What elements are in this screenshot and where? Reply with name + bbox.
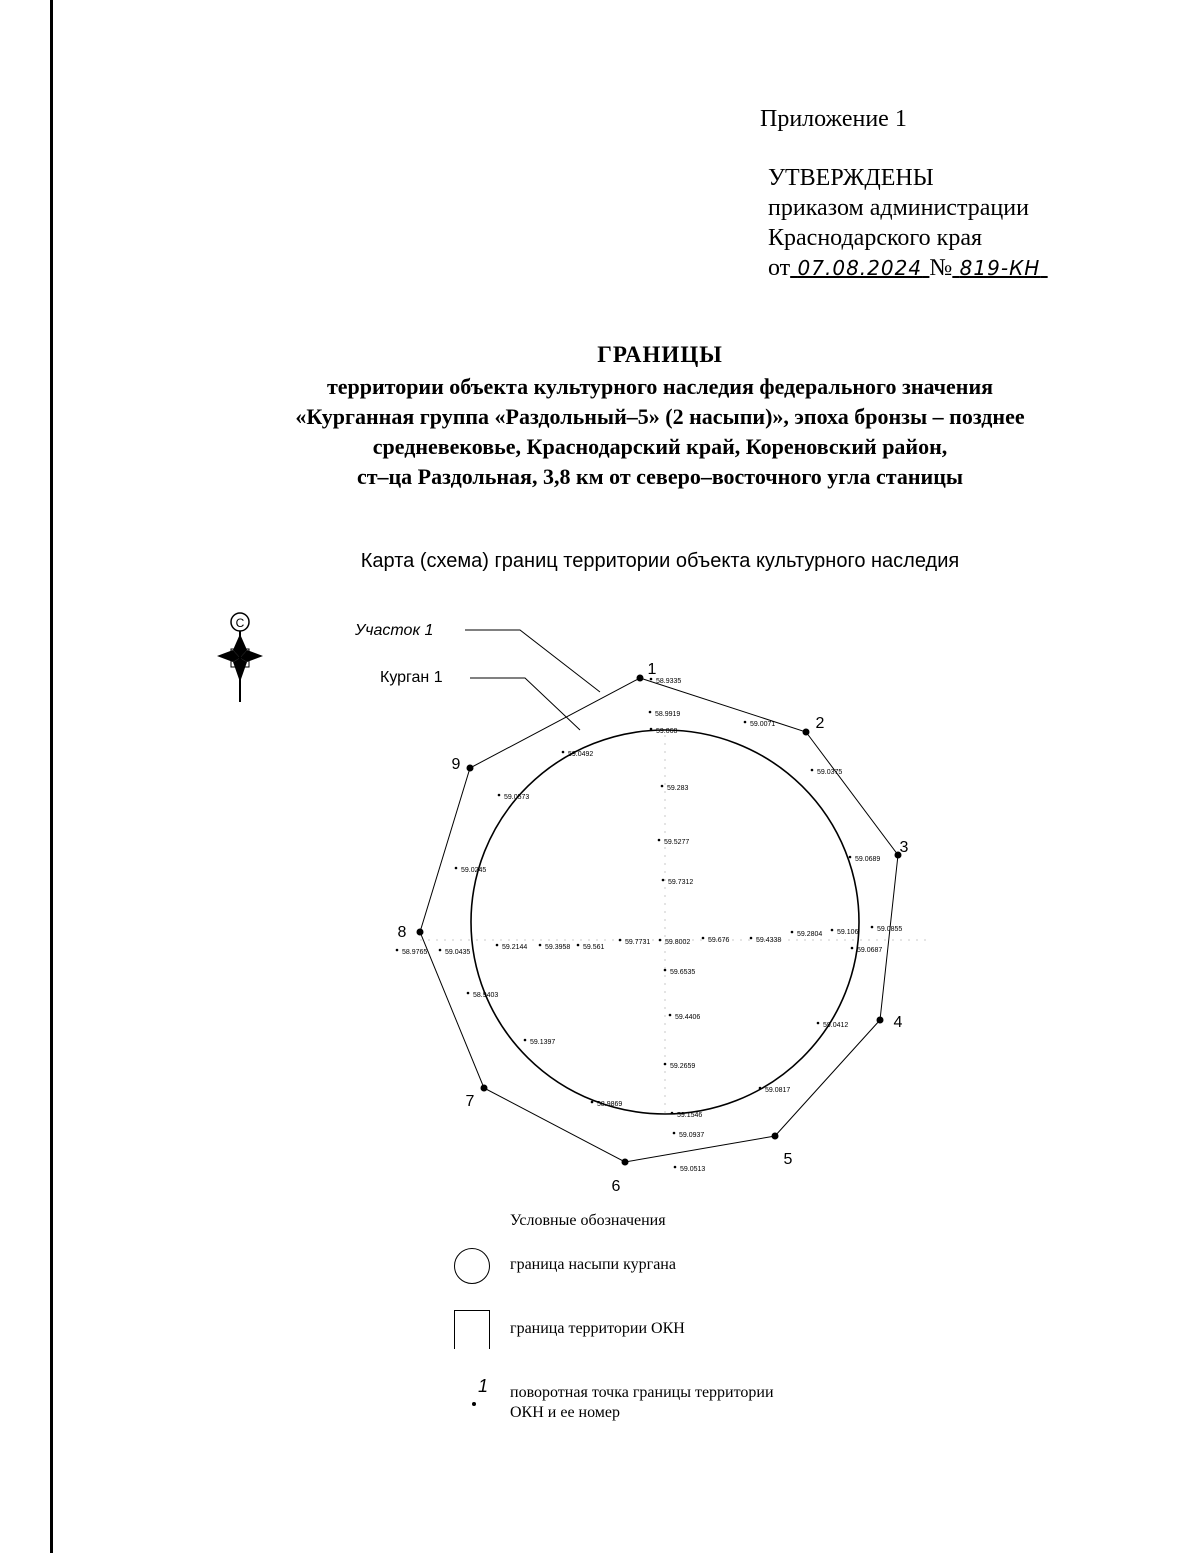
- elevation-value: 59.0689: [855, 856, 881, 863]
- turn-point-number-2: 2: [815, 715, 825, 732]
- turn-point-number-8: 8: [397, 924, 407, 941]
- date-prefix: от: [768, 255, 791, 281]
- elevation-value: 59.0573: [504, 794, 530, 801]
- elevation-point: [674, 1166, 677, 1169]
- elevation-point: [577, 944, 580, 947]
- mound-leader-line: [470, 678, 580, 730]
- elevation-value: 59.2144: [502, 944, 528, 951]
- mound-label: Курган 1: [380, 669, 443, 686]
- title-line-4: ст–ца Раздольная, 3,8 км от северо–восточного угла станицы: [356, 464, 964, 489]
- elevation-value: 59.0817: [765, 1087, 791, 1094]
- appendix-label: Приложение 1: [760, 106, 907, 132]
- title-line-3: средневековье, Краснодарский край, Кореновский район,: [372, 434, 948, 459]
- elevation-point: [649, 711, 652, 714]
- legend-turnpoint-line-2: ОКН и ее номер: [510, 1404, 621, 1421]
- elevation-point: [619, 939, 622, 942]
- elevation-value: 59.0687: [857, 947, 883, 954]
- elevation-value: 58.9335: [656, 678, 682, 685]
- elevation-value: 59.7312: [668, 879, 694, 886]
- elevation-point: [871, 926, 874, 929]
- elevation-value: 59.068: [656, 728, 678, 735]
- turn-point-number-sample: 1: [478, 1376, 489, 1396]
- elevation-value: 59.1546: [677, 1112, 703, 1119]
- elevation-value: 59.8002: [665, 939, 691, 946]
- number-prefix: №: [929, 255, 953, 281]
- map-caption: Карта (схема) границ территории объекта культурного наследия: [360, 550, 960, 572]
- elevation-point: [817, 1022, 820, 1025]
- approved-heading: УТВЕРЖДЕНЫ: [768, 165, 934, 191]
- handwritten-date: 07.08.2024: [797, 256, 923, 280]
- turn-points-group: [398, 661, 909, 1195]
- elevation-point: [496, 944, 499, 947]
- compass-letter: С: [235, 616, 245, 630]
- turn-point-number-1: 1: [647, 661, 657, 678]
- turn-point-9: [467, 765, 474, 772]
- elevation-value: 59.0937: [679, 1132, 705, 1139]
- elevation-point: [659, 939, 662, 942]
- elevation-value: 59.6535: [670, 969, 696, 976]
- turn-point-5: [772, 1133, 779, 1140]
- turn-point-number-5: 5: [783, 1151, 793, 1168]
- elevation-value: 58.9403: [473, 992, 499, 999]
- turn-point-dot-icon: [472, 1402, 476, 1406]
- elevation-value: 59.5277: [664, 839, 690, 846]
- handwritten-number: 819-КН: [959, 256, 1041, 280]
- elevation-value: 59.283: [667, 785, 689, 792]
- area-leader-line: [465, 630, 600, 692]
- turn-point-number-6: 6: [611, 1178, 621, 1195]
- elevation-point: [673, 1132, 676, 1135]
- turn-point-4: [877, 1017, 884, 1024]
- territory-rect-icon: [454, 1310, 490, 1349]
- elevation-point: [658, 839, 661, 842]
- elevation-point: [851, 947, 854, 950]
- elevation-value: 59.0492: [568, 751, 594, 758]
- elevation-value: 59.4406: [675, 1014, 701, 1021]
- elevation-point: [759, 1087, 762, 1090]
- compass-icon: [217, 613, 263, 702]
- elevation-value: 59.0855: [877, 926, 903, 933]
- area-label: Участок 1: [355, 622, 434, 639]
- elevation-point: [396, 949, 399, 952]
- elevation-value: 59.676: [708, 937, 730, 944]
- title-main: ГРАНИЦЫ: [597, 342, 723, 367]
- elevation-point: [662, 879, 665, 882]
- elevation-point: [661, 785, 664, 788]
- elevation-point: [669, 1014, 672, 1017]
- elevation-point: [455, 867, 458, 870]
- elevation-value: 59.561: [583, 944, 605, 951]
- elevation-point: [439, 949, 442, 952]
- elevation-point: [664, 1063, 667, 1066]
- elevation-point: [811, 769, 814, 772]
- turn-point-6: [622, 1159, 629, 1166]
- elevation-value: 59.2804: [797, 931, 823, 938]
- elevation-value: 59.3958: [545, 944, 571, 951]
- elevation-point: [539, 944, 542, 947]
- elevation-value: 59.1397: [530, 1039, 556, 1046]
- elevation-value: 59.0435: [445, 949, 471, 956]
- elevation-point: [524, 1039, 527, 1042]
- turn-point-number-7: 7: [465, 1093, 475, 1110]
- turn-point-number-9: 9: [451, 756, 461, 773]
- elevation-value: 58.9919: [655, 711, 681, 718]
- turn-point-2: [803, 729, 810, 736]
- turn-point-1: [637, 675, 644, 682]
- elevation-value: 59.0071: [750, 721, 776, 728]
- turn-point-number-4: 4: [893, 1014, 903, 1031]
- elevation-value: 59.0245: [461, 867, 487, 874]
- territory-boundary: [420, 678, 898, 1162]
- elevation-value: 58.9869: [597, 1101, 623, 1108]
- elevation-point: [650, 728, 653, 731]
- title-line-2: «Курганная группа «Раздольный–5» (2 насыпи)», эпоха бронзы – позднее: [295, 404, 1025, 429]
- elevation-point: [650, 678, 653, 681]
- elevation-point: [849, 856, 852, 859]
- elevation-value: 59.106: [837, 929, 859, 936]
- elevation-value: 58.9765: [402, 949, 428, 956]
- elevation-value: 59.7731: [625, 939, 651, 946]
- elevation-value: 59.2659: [670, 1063, 696, 1070]
- elevation-point: [750, 937, 753, 940]
- approved-by-order: приказом администрации: [768, 195, 1029, 221]
- turn-point-7: [481, 1085, 488, 1092]
- elevation-point: [744, 721, 747, 724]
- approved-region: Краснодарского края: [768, 225, 983, 251]
- elevation-value: 59.0513: [680, 1166, 706, 1173]
- elevation-point: [664, 969, 667, 972]
- elevation-point: [498, 794, 501, 797]
- mound-circle-icon: [454, 1248, 490, 1284]
- elevation-point: [467, 992, 470, 995]
- legend-turnpoint-line-1: поворотная точка границы территории: [510, 1384, 774, 1401]
- legend-mound-label: граница насыпи кургана: [510, 1256, 676, 1273]
- elevation-point: [591, 1101, 594, 1104]
- legend-territory-label: граница территории ОКН: [510, 1320, 685, 1337]
- legend-title: Условные обозначения: [510, 1212, 666, 1229]
- elevation-value: 59.0375: [817, 769, 843, 776]
- elevation-point: [671, 1112, 674, 1115]
- elevation-point: [791, 931, 794, 934]
- elevation-point: [562, 751, 565, 754]
- elevation-value: 59.4338: [756, 937, 782, 944]
- elevation-point: [702, 937, 705, 940]
- turn-point-number-3: 3: [899, 839, 909, 856]
- elevation-value: 59.0412: [823, 1022, 849, 1029]
- title-line-1: территории объекта культурного наследия федерального значения: [326, 374, 994, 399]
- turn-point-8: [417, 929, 424, 936]
- elevation-point: [831, 929, 834, 932]
